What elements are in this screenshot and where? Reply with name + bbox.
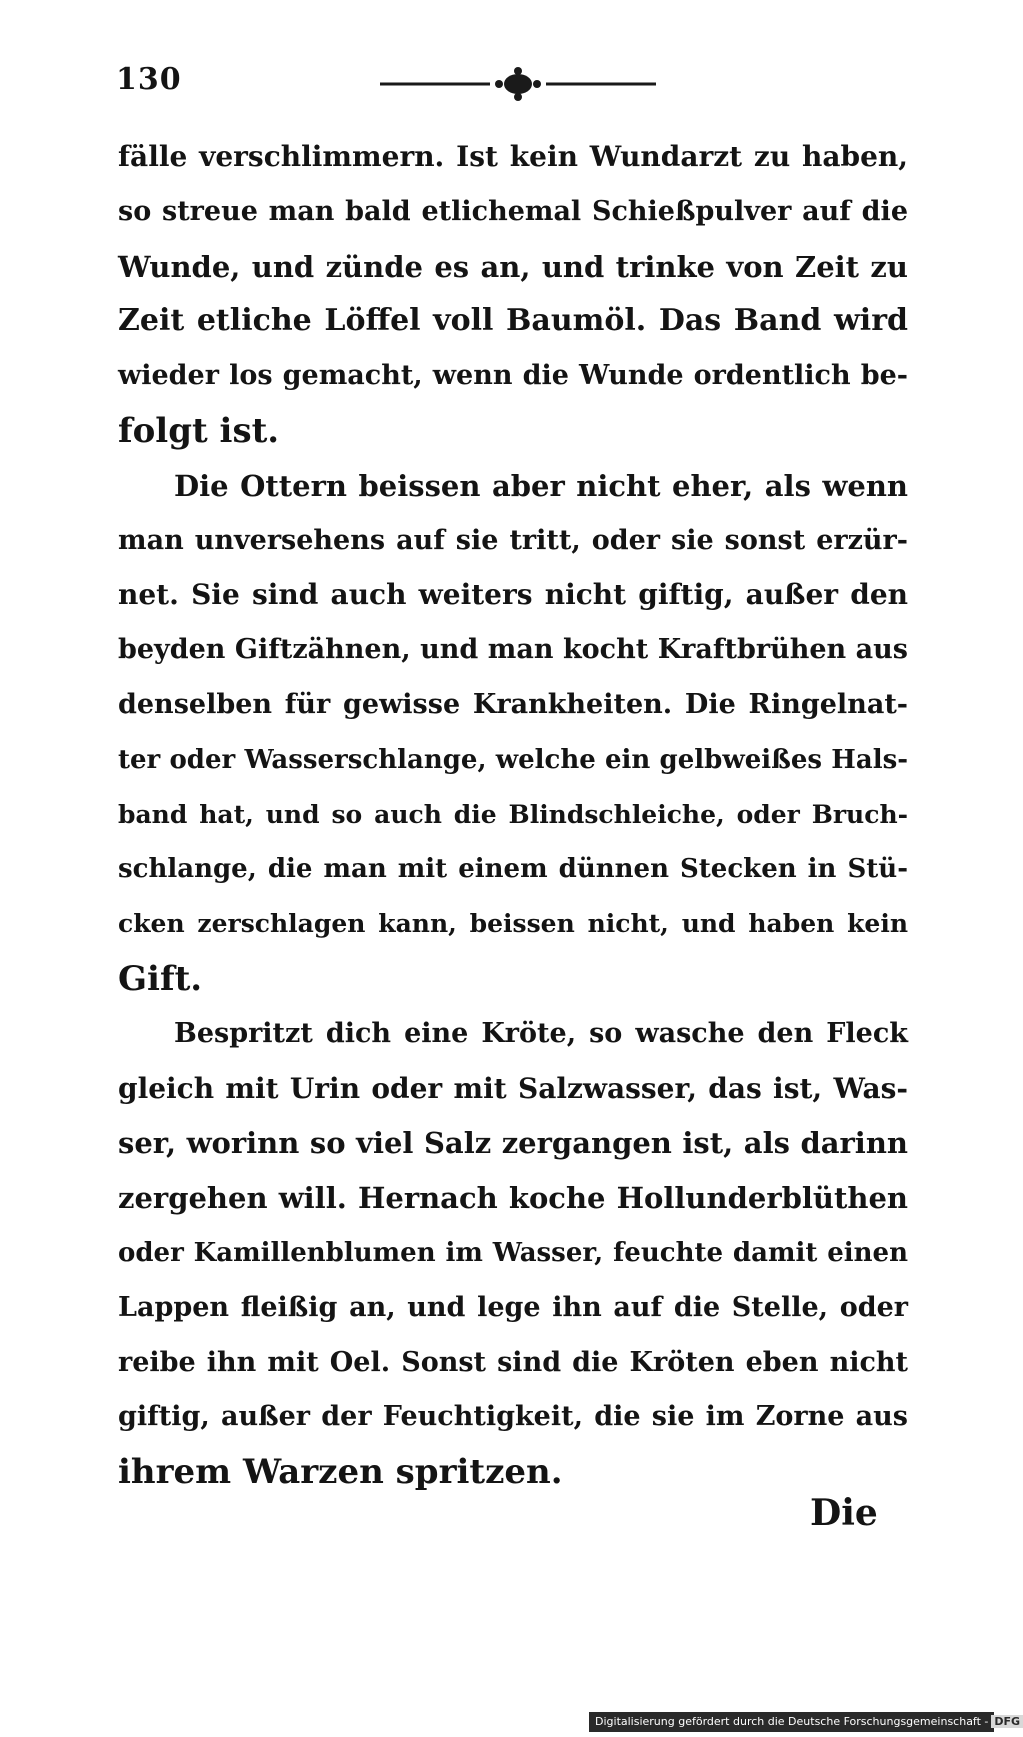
text-line: Gift. xyxy=(118,958,203,999)
catchword: Die xyxy=(810,1492,878,1534)
paragraph-3 xyxy=(118,1007,908,1500)
text-line: beyden Giftzähnen, und man kocht Kraftbrühen aus xyxy=(118,634,908,666)
text-line: so streue man bald etlichemal Schießpulver auf die xyxy=(118,195,908,227)
text-line: denselben für gewisse Krankheiten. Die Ringelnat- xyxy=(118,688,908,720)
paragraph-2 xyxy=(118,459,908,1007)
text-line: cken zerschlagen kann, beissen nicht, und haben kein xyxy=(118,909,908,939)
text-line: schlange, die man mit einem dünnen Stecken in Stü- xyxy=(118,854,908,885)
page-header xyxy=(116,62,916,112)
text-line: ser, worinn so viel Salz zergangen ist, als darinn xyxy=(118,1126,908,1161)
text-line: fälle verschlimmern. Ist kein Wundarzt zu haben, xyxy=(118,140,908,173)
text-line: Die Ottern beissen aber nicht eher, als wenn xyxy=(174,468,908,503)
text-line: zergehen will. Hernach koche Hollunderblüthen xyxy=(118,1181,908,1216)
text-line: Wunde, und zünde es an, und trinke von Zeit zu xyxy=(118,249,908,284)
dfg-logo: DFG xyxy=(991,1715,1023,1728)
page-number: 130 xyxy=(116,62,182,97)
text-line: ter oder Wasserschlange, welche ein gelbweißes Hals- xyxy=(118,744,908,775)
text-line: Bespritzt dich eine Kröte, so wasche den Fleck xyxy=(174,1017,908,1049)
digitization-footer xyxy=(589,1712,1021,1732)
text-line: ihrem Warzen spritzen. xyxy=(118,1452,563,1493)
body-text xyxy=(118,130,908,1500)
text-line: giftig, außer der Feuchtigkeit, die sie im Zorne aus xyxy=(118,1401,908,1433)
text-line: reibe ihn mit Oel. Sonst sind die Kröten eben nicht xyxy=(118,1346,908,1378)
text-line: Lappen fleißig an, und lege ihn auf die Stelle, oder xyxy=(118,1291,908,1323)
paragraph-1 xyxy=(118,130,908,459)
text-line: gleich mit Urin oder mit Salzwasser, das ist, Was- xyxy=(118,1071,908,1105)
text-line: oder Kamillenblumen im Wasser, feuchte damit einen xyxy=(118,1237,908,1268)
footer-text: Digitalisierung gefördert durch die Deutsche Forschungsgemeinschaft - xyxy=(595,1715,989,1728)
text-line: net. Sie sind auch weiters nicht giftig, außer den xyxy=(118,578,908,612)
text-line: band hat, und so auch die Blindschleiche, oder Bruch- xyxy=(118,799,908,829)
text-line: Zeit etliche Löffel voll Baumöl. Das Band wird xyxy=(118,303,908,339)
text-line: wieder los gemacht, wenn die Wunde ordentlich be- xyxy=(118,360,908,392)
text-line: man unversehens auf sie tritt, oder sie sonst erzür- xyxy=(118,524,908,556)
text-line: folgt ist. xyxy=(118,410,280,451)
ornament-divider-icon xyxy=(378,66,658,102)
